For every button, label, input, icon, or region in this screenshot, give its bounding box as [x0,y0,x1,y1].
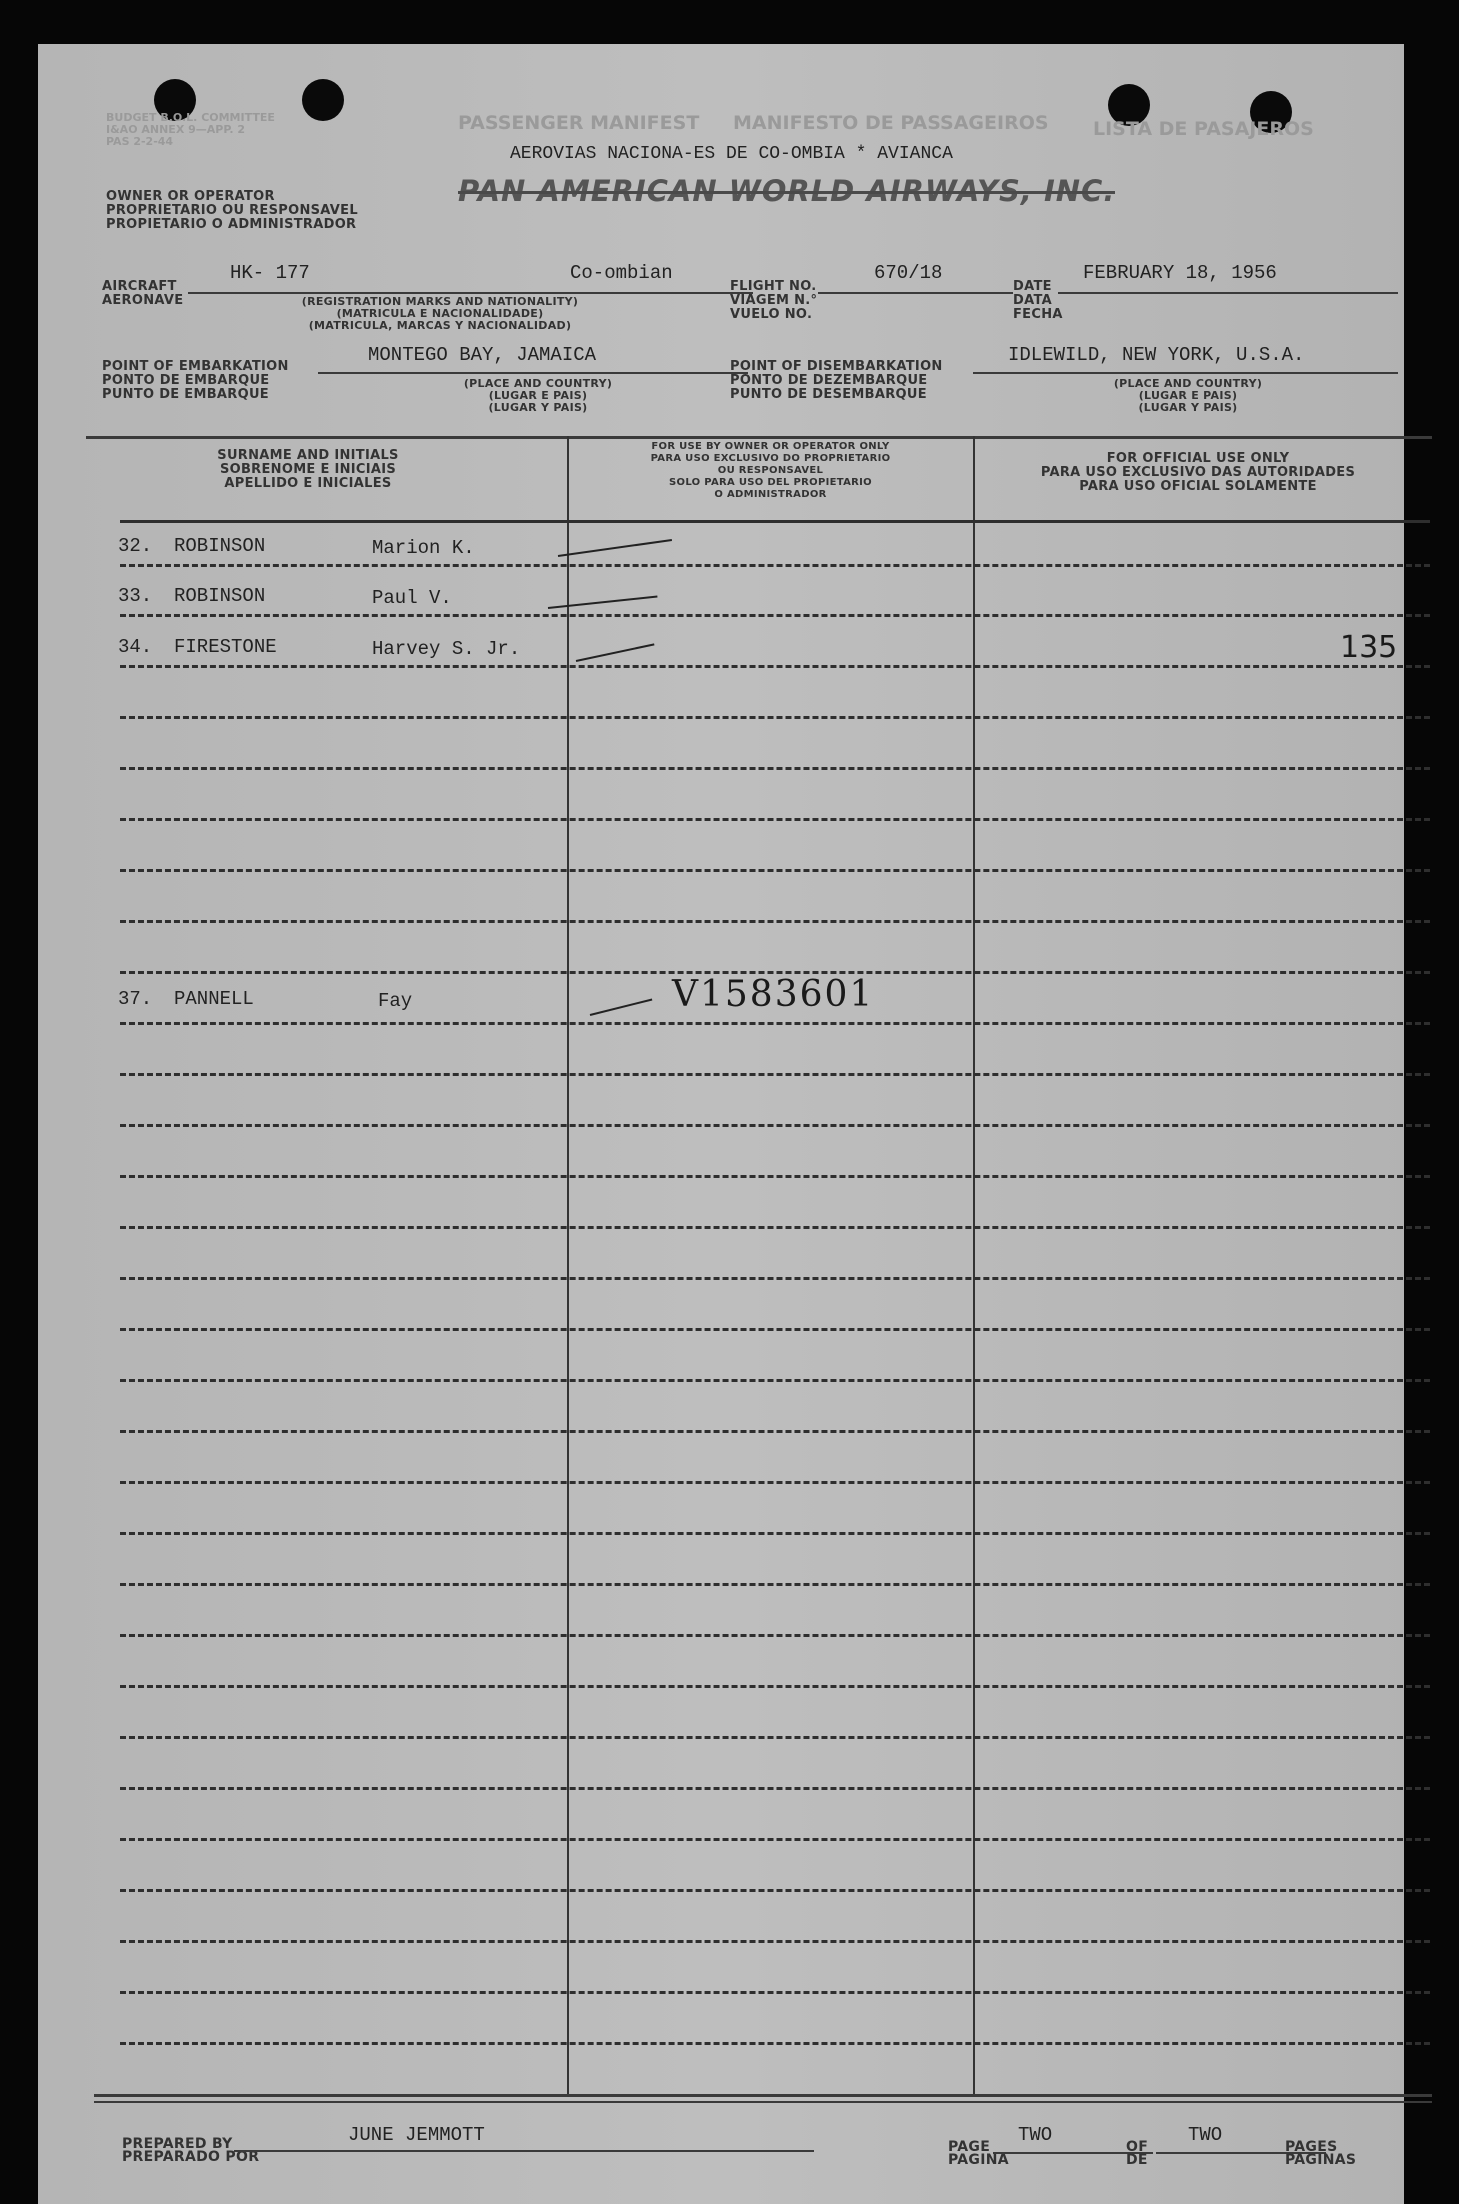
pages-label-en: PAGES [1285,2139,1338,2155]
disembarkation-underline [973,372,1398,374]
registration-caption [290,296,590,332]
check-mark [590,999,653,1016]
owner-note: V1583601 [672,974,875,1015]
row-rule [120,1226,1430,1229]
page-label [948,2141,1009,2167]
caption-line: (REGISTRATION MARKS AND NATIONALITY) [301,295,579,308]
owner-label-pt: PROPRIETARIO OU RESPONSAVEL [106,203,358,218]
punch-hole [302,79,344,121]
embark-label-es: PUNTO DE EMBARQUE [102,387,269,402]
page-number: TWO [1018,2124,1053,2146]
row-rule [120,1838,1430,1841]
aircraft-underline [188,292,753,294]
page-label-en: PAGE [948,2139,991,2155]
caption-line: (LUGAR Y PAIS) [1138,401,1238,414]
row-rule [120,1940,1430,1943]
row-rule [120,1277,1430,1280]
embarkation-label [102,360,289,402]
row-rule [120,1787,1430,1790]
embark-label-pt: PONTO DE EMBARQUE [102,373,270,388]
prepared-by-underline [234,2150,814,2152]
table-bottom-rule-double [94,2101,1432,2103]
flight-date: FEBRUARY 18, 1956 [1083,262,1277,284]
embark-label-en: POINT OF EMBARKATION [102,359,289,374]
row-rule [120,1073,1430,1076]
date-label-pt: DATA [1013,293,1052,308]
date-label-es: FECHA [1013,307,1063,322]
caption-line: (MATRICULA E NACIONALIDADE) [336,307,544,320]
prepared-label-es: PREPARADO POR [122,2149,260,2165]
row-rule [120,1379,1430,1382]
flight-label-pt: VIAGEM N.° [730,293,818,308]
flight-underline [818,292,1013,294]
page-label-es: PAGINA [948,2152,1009,2168]
check-mark [576,643,655,662]
aircraft-label-en: AIRCRAFT [102,279,177,294]
flight-label-en: FLIGHT NO. [730,279,817,294]
official-header-en: FOR OFFICIAL USE ONLY [1106,451,1290,466]
caption-line: (LUGAR E PAIS) [488,389,588,402]
airline-name: AEROVIAS NACIONA-ES DE CO-OMBIA * AVIANCA [510,144,953,164]
passenger-given-name: Harvey S. Jr. [372,638,521,660]
caption-line: (LUGAR E PAIS) [1138,389,1238,402]
struck-operator-text: PAN AMERICAN WORLD AIRWAYS, INC. [458,174,1116,208]
strikethrough [458,191,1115,194]
row-rule [120,1175,1430,1178]
row-rule [120,869,1430,872]
passenger-row [78,529,1418,565]
flight-label-es: VUELO NO. [730,307,813,322]
passenger-surname: ROBINSON [174,585,266,607]
flight-number: 670/18 [874,262,943,284]
passenger-number: 32. [118,535,153,557]
total-pages: TWO [1188,2124,1223,2146]
owner-use-line: O ADMINISTRADOR [714,489,827,500]
passenger-given-name: Paul V. [372,587,452,609]
official-header-pt: PARA USO EXCLUSIVO DAS AUTORIDADES [1040,465,1356,480]
owner-use-line: PARA USO EXCLUSIVO DO PROPRIETARIO [650,453,891,464]
column-divider-right [973,436,975,2094]
row-rule [120,818,1430,821]
passenger-row [78,579,1418,615]
form-note: I&AO ANNEX 9—APP. 2 [106,123,246,136]
of-label-en: OF [1126,2139,1149,2155]
row-rule [120,1328,1430,1331]
manifest-page [38,44,1404,2204]
flight-number-label [730,280,817,322]
aircraft-registration: HK- 177 [230,262,310,284]
row-rule [120,920,1430,923]
owner-use-line: SOLO PARA USO DEL PROPIETARIO [669,477,872,488]
owner-label-es: PROPIETARIO O ADMINISTRADOR [106,217,357,232]
of-label-es: DE [1126,2152,1148,2168]
passenger-given-name: Fay [378,990,413,1012]
surname-header-en: SURNAME AND INITIALS [217,448,399,463]
owner-use-line: FOR USE BY OWNER OR OPERATOR ONLY [651,441,890,452]
passenger-surname: FIRESTONE [174,636,277,658]
caption-line: (MATRICULA, MARCAS Y NACIONALIDAD) [308,319,572,332]
prepared-label-en: PREPARED BY [122,2136,233,2152]
owner-use-line: OU RESPONSAVEL [717,465,824,476]
owner-label-en: OWNER OR OPERATOR [106,189,275,204]
embarkation-place: MONTEGO BAY, JAMAICA [368,344,597,366]
row-rule [120,767,1430,770]
caption-line: (PLACE AND COUNTRY) [1113,377,1263,390]
owner-operator-label [106,190,358,232]
check-mark [548,596,658,609]
row-rule [120,1685,1430,1688]
official-note: 135 [1340,630,1398,665]
manifest-title-en: PASSENGER MANIFEST [458,112,700,134]
caption-line: (LUGAR Y PAIS) [488,401,588,414]
row-rule [120,1736,1430,1739]
passenger-row [78,630,1418,670]
passenger-number: 34. [118,636,153,658]
struck-operator-name [458,174,1115,208]
table-bottom-rule [94,2094,1432,2097]
row-rule [120,1124,1430,1127]
passenger-number: 37. [118,988,153,1010]
passenger-number: 33. [118,585,153,607]
column-divider-left [567,436,569,2094]
form-approval-notes [106,112,275,148]
row-rule [120,1634,1430,1637]
caption-line: (PLACE AND COUNTRY) [463,377,613,390]
passenger-surname: PANNELL [174,988,254,1010]
surname-header-pt: SOBRENOME E INICIAIS [219,462,397,477]
embark-place-caption [438,378,638,414]
owner-use-column-header [598,441,943,501]
pages-label [1285,2141,1356,2167]
disembarkation-place: IDLEWILD, NEW YORK, U.S.A. [1008,344,1305,366]
prepared-by-name: JUNE JEMMOTT [348,2124,485,2146]
row-rule [120,1889,1430,1892]
row-rule [120,1991,1430,1994]
date-label-en: DATE [1013,279,1052,294]
form-note: PAS 2-2-44 [106,135,174,148]
disembark-place-caption [1088,378,1288,414]
embarkation-underline [318,372,748,374]
table-top-rule [86,436,1432,439]
of-label [1126,2141,1148,2167]
disembarkation-label [730,360,943,402]
row-rule [120,1583,1430,1586]
disembark-label-es: PUNTO DE DESEMBARQUE [730,387,927,402]
surname-header-es: APELLIDO E INICIALES [224,476,392,491]
surname-column-header [158,449,458,491]
header-bottom-rule [120,520,1430,523]
check-mark [558,539,672,557]
official-header-es: PARA USO OFICIAL SOLAMENTE [1079,479,1317,494]
pages-label-es: PAGINAS [1285,2152,1357,2168]
aircraft-label-pt: AERONAVE [102,293,184,308]
row-rule [120,716,1430,719]
row-rule [120,1532,1430,1535]
row-rule [120,2042,1430,2045]
row-rule [120,1430,1430,1433]
passenger-surname: ROBINSON [174,535,266,557]
passenger-given-name: Marion K. [372,537,475,559]
aircraft-label [102,280,183,308]
form-note: BUDGET B.O.L. COMMITTEE [106,111,275,124]
row-rule [120,1022,1430,1025]
manifest-title-es: LISTA DE PASAJEROS [1093,118,1314,140]
official-use-column-header [998,452,1398,494]
date-underline [1058,292,1398,294]
manifest-title-pt: MANIFESTO DE PASSAGEIROS [733,112,1049,134]
passenger-row [78,974,1418,1018]
disembark-label-pt: PONTO DE DEZEMBARQUE [730,373,928,388]
aircraft-nationality: Co-ombian [570,262,673,284]
disembark-label-en: POINT OF DISEMBARKATION [730,359,943,374]
date-label [1013,280,1063,322]
row-rule [120,1481,1430,1484]
